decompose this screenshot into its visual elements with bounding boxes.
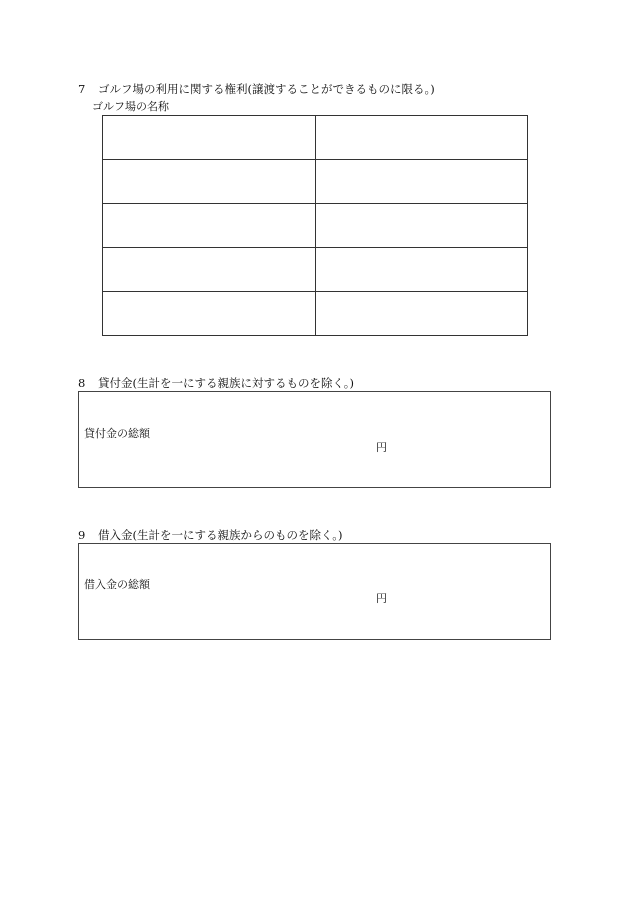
loan-receivable-total-label: 貸付金の総額	[84, 427, 150, 440]
golf-cell-name[interactable]	[103, 248, 316, 292]
table-row	[103, 204, 528, 248]
section8-heading	[78, 376, 354, 390]
section8-title: 貸付金(生計を一にする親族に対するものを除く。)	[98, 376, 354, 390]
section7-number: 7	[78, 82, 86, 96]
golf-cell-name[interactable]	[103, 292, 316, 336]
golf-cell-detail[interactable]	[315, 248, 528, 292]
golf-cell-detail[interactable]	[315, 204, 528, 248]
borrowings-unit: 円	[376, 592, 387, 605]
golf-cell-detail[interactable]	[315, 160, 528, 204]
loan-receivable-box	[78, 391, 551, 488]
section7-heading	[78, 82, 435, 96]
table-row	[103, 116, 528, 160]
section9-title: 借入金(生計を一にする親族からのものを除く。)	[98, 528, 343, 542]
section9-number: 9	[78, 528, 86, 542]
golf-cell-name[interactable]	[103, 204, 316, 248]
loan-receivable-unit: 円	[376, 441, 387, 454]
table-row	[103, 292, 528, 336]
section7-title: ゴルフ場の利用に関する権利(譲渡することができるものに限る。)	[98, 82, 435, 96]
golf-cell-detail[interactable]	[315, 116, 528, 160]
golf-cell-name[interactable]	[103, 116, 316, 160]
section8-number: 8	[78, 376, 86, 390]
golf-cell-detail[interactable]	[315, 292, 528, 336]
table-row	[103, 248, 528, 292]
borrowings-box	[78, 543, 551, 640]
golf-cell-name[interactable]	[103, 160, 316, 204]
golf-course-table	[102, 115, 528, 336]
section9-heading	[78, 528, 343, 542]
table-row	[103, 160, 528, 204]
borrowings-total-label: 借入金の総額	[84, 578, 150, 591]
golf-course-name-label: ゴルフ場の名称	[92, 100, 169, 113]
